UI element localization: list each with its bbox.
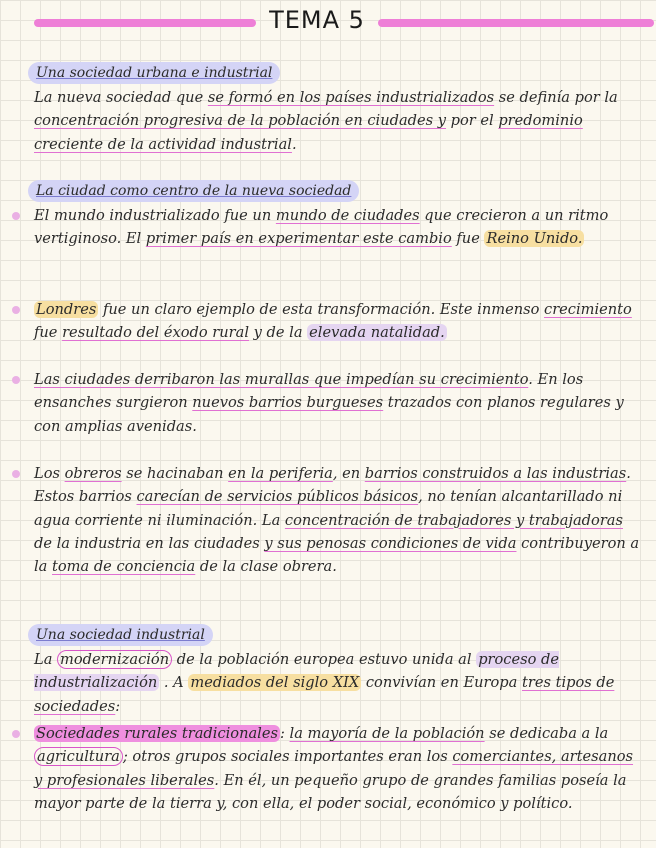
bullet-dot <box>12 470 20 478</box>
bullet-dot <box>12 212 20 220</box>
paragraph-sociedad-urbana <box>34 86 640 156</box>
section-title-urbana: Una sociedad urbana e industrial <box>28 62 280 84</box>
text-run: : <box>115 697 121 715</box>
highlighted-text: concentración de trabajadores y trabajadoras <box>284 511 623 529</box>
bullet-murallas <box>34 368 640 438</box>
highlighted-text: concentración progresiva de la población en ciudades y <box>34 112 447 130</box>
highlighted-text: carecían de servicios públicos básicos <box>136 488 419 506</box>
highlighted-text: predominio creciente de la actividad industrial <box>34 112 583 153</box>
bullet-dot <box>12 730 20 738</box>
highlighted-text: y sus penosas condiciones de vida <box>264 534 517 552</box>
highlighted-text: nuevos barrios burgueses <box>192 394 384 412</box>
text-run: fue <box>34 324 63 342</box>
highlighted-text: elevada natalidad. <box>309 324 445 342</box>
highlighted-text: Reino Unido. <box>486 230 583 248</box>
highlighted-text: resultado del éxodo rural <box>62 324 250 342</box>
text-run: El mundo industrializado fue un <box>34 207 276 224</box>
text-run: que crecieron a un ritmo vertiginoso. El <box>34 207 609 248</box>
text-run: por el <box>446 112 499 130</box>
text-run: de la clase obrera. <box>195 558 337 576</box>
highlighted-text: modernización <box>57 650 172 669</box>
text-run: se hacinaban <box>121 465 229 482</box>
page-title: TEMA 5 <box>269 6 365 34</box>
text-run: de la industria en las ciudades <box>34 534 265 552</box>
text-run: . Estos barrios <box>34 465 631 506</box>
text-run: contribuyeron a la <box>34 534 640 576</box>
highlighted-text: agricultura <box>34 747 123 766</box>
highlighted-text: tres tipos de sociedades <box>34 674 615 715</box>
highlighted-text: crecimiento <box>544 301 632 318</box>
highlighted-text: toma de conciencia <box>52 558 196 576</box>
text-run: se dedicaba a la <box>484 725 609 742</box>
bullet-obreros <box>34 462 640 578</box>
bullet-sociedades-rurales <box>34 722 640 815</box>
highlighted-text: primer país en experimentar este cambio <box>145 230 452 248</box>
text-run: de la población europea estuvo unida al <box>172 651 477 668</box>
text-run: , en <box>332 465 365 482</box>
text-run: La <box>34 651 58 668</box>
page-header <box>0 6 656 34</box>
text-run: : <box>279 725 290 742</box>
highlighted-text: comerciantes, artesanos y profesionales liberales <box>34 748 634 789</box>
text-run: convivían en Europa <box>361 674 522 692</box>
text-run: ; otros grupos sociales importantes eran los <box>122 748 453 766</box>
highlighted-text: mundo de ciudades <box>275 207 420 224</box>
bullet-mundo-ciudades <box>34 204 640 251</box>
text-run: . A <box>159 674 189 692</box>
highlighted-text: proceso de industrialización <box>34 651 560 692</box>
text-run: trazados con planos regulares y con amplias avenidas. <box>34 394 624 435</box>
bullet-dot <box>12 376 20 384</box>
text-run: se definía por la <box>494 89 618 106</box>
header-decoration-left <box>34 19 256 27</box>
text-run: . <box>291 135 297 153</box>
highlighted-text: Las ciudades derribaron las murallas que impedían su crecimiento <box>34 371 529 388</box>
text-run: , no tenían alcantarillado ni agua corriente ni iluminación. La <box>34 488 623 529</box>
section-title-industrial: Una sociedad industrial <box>28 624 213 646</box>
highlighted-text: mediados del siglo XIX <box>190 674 360 692</box>
header-decoration-right <box>378 19 654 27</box>
text-run: . En los ensanches surgieron <box>34 371 584 412</box>
paragraph-modernizacion <box>34 648 640 718</box>
highlighted-text: barrios construidos a las industrias <box>364 465 627 482</box>
text-run: . En él, un pequeño grupo de grandes familias poseía la mayor parte de la tierra y, con ella, el poder social, económico y político. <box>34 771 627 812</box>
text-run: La nueva sociedad que <box>34 89 208 106</box>
highlighted-text: Londres <box>36 301 97 318</box>
text-run: fue un claro ejemplo de esta transformación. Este inmenso <box>98 301 545 318</box>
highlighted-text: se formó en los países industrializados <box>207 89 495 106</box>
highlighted-text: la mayoría de la población <box>289 725 485 742</box>
text-run: Los <box>34 465 65 482</box>
highlighted-text: obreros <box>64 465 122 482</box>
bullet-dot <box>12 306 20 314</box>
highlighted-text: en la periferia <box>228 465 333 482</box>
text-run: y de la <box>249 324 308 342</box>
text-run: fue <box>451 230 485 248</box>
section-title-ciudad: La ciudad como centro de la nueva sociedad <box>28 180 359 202</box>
bullet-londres <box>34 298 640 345</box>
highlighted-text: Sociedades rurales tradicionales <box>36 725 278 742</box>
